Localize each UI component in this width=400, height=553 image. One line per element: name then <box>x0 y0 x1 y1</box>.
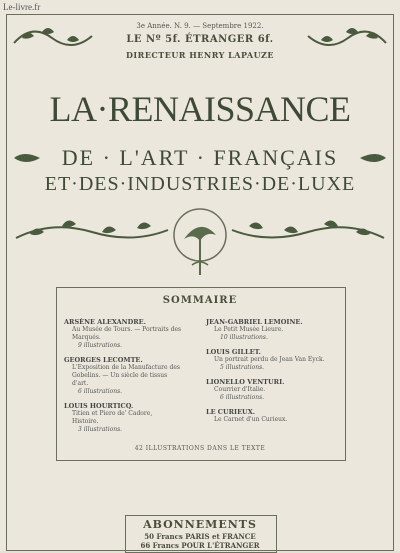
left-item-2b: Gobelins. — Un siècle de tissus <box>72 372 168 379</box>
right-author-3: LIONELLO VENTURI. <box>206 378 285 386</box>
title-line-2: DE · L'ART · FRANÇAIS <box>61 145 339 170</box>
right-author-1: JEAN-GABRIEL LEMOINE. <box>206 318 303 326</box>
left-item-2c: d'art. <box>72 380 89 387</box>
right-item-2: Un portrait perdu de Jean Van Eyck. <box>214 356 325 363</box>
left-item-3b: Histoire. <box>72 418 99 425</box>
middle-right-vine-ornament <box>228 210 388 250</box>
left-author-2: GEORGES LECOMTE. <box>64 356 143 364</box>
issue-line: 3e Année. N. 9. — Septembre 1922. <box>136 22 264 30</box>
director-line: DIRECTEUR HENRY LAPAUZE <box>125 50 274 60</box>
left-item-3a: Titien et Piero de' Cadore, <box>72 410 153 417</box>
left-item-1a: Au Musée de Tours. — Portraits des <box>72 326 182 333</box>
abonnements-line-1: 50 Francs PARIS et FRANCE <box>144 532 256 541</box>
left-author-3: LOUIS HOURTICQ. <box>64 402 134 410</box>
watermark: Le-livre.fr <box>3 2 41 12</box>
abonnements-line-2: 66 Francs POUR L'ÉTRANGER <box>140 541 260 550</box>
right-item-1: Le Petit Musée Lieure. <box>214 326 284 333</box>
cover-emblem-icon <box>170 205 230 283</box>
title-line-3: ET·DES·INDUSTRIES·DE·LUXE <box>44 173 356 195</box>
right-ill-2: 5 illustrations. <box>220 364 265 371</box>
sommaire-heading: SOMMAIRE <box>162 295 238 306</box>
right-item-3: Courrier d'Italie. <box>214 386 266 393</box>
left-item-2a: L'Exposition de la Manufacture des <box>72 364 180 371</box>
illustrations-note: 42 ILLUSTRATIONS DANS LE TEXTE <box>134 445 266 452</box>
left-ill-2: 6 illustrations. <box>78 388 123 395</box>
sommaire-right-column <box>206 312 341 424</box>
left-item-1b: Marqués. <box>72 334 101 341</box>
sommaire-left-column <box>64 312 199 434</box>
left-ill-3: 3 illustrations. <box>78 426 123 433</box>
right-author-4: LE CURIEUX. <box>206 408 256 416</box>
right-item-4: Le Carnet d'un Curieux. <box>214 416 288 423</box>
left-ill-1: 9 illustrations. <box>78 342 123 349</box>
left-author-1: ARSÈNE ALEXANDRE. <box>64 318 146 326</box>
right-ill-3: 6 illustrations. <box>220 394 265 401</box>
title-main: LA·RENAISSANCE <box>49 89 351 129</box>
middle-left-vine-ornament <box>12 210 172 250</box>
right-ill-1: 10 illustrations. <box>220 334 268 341</box>
price-line: LE Nº 5f. ÉTRANGER 6f. <box>126 34 274 45</box>
abonnements-title: ABONNEMENTS <box>143 518 257 531</box>
right-author-2: LOUIS GILLET. <box>206 348 261 356</box>
